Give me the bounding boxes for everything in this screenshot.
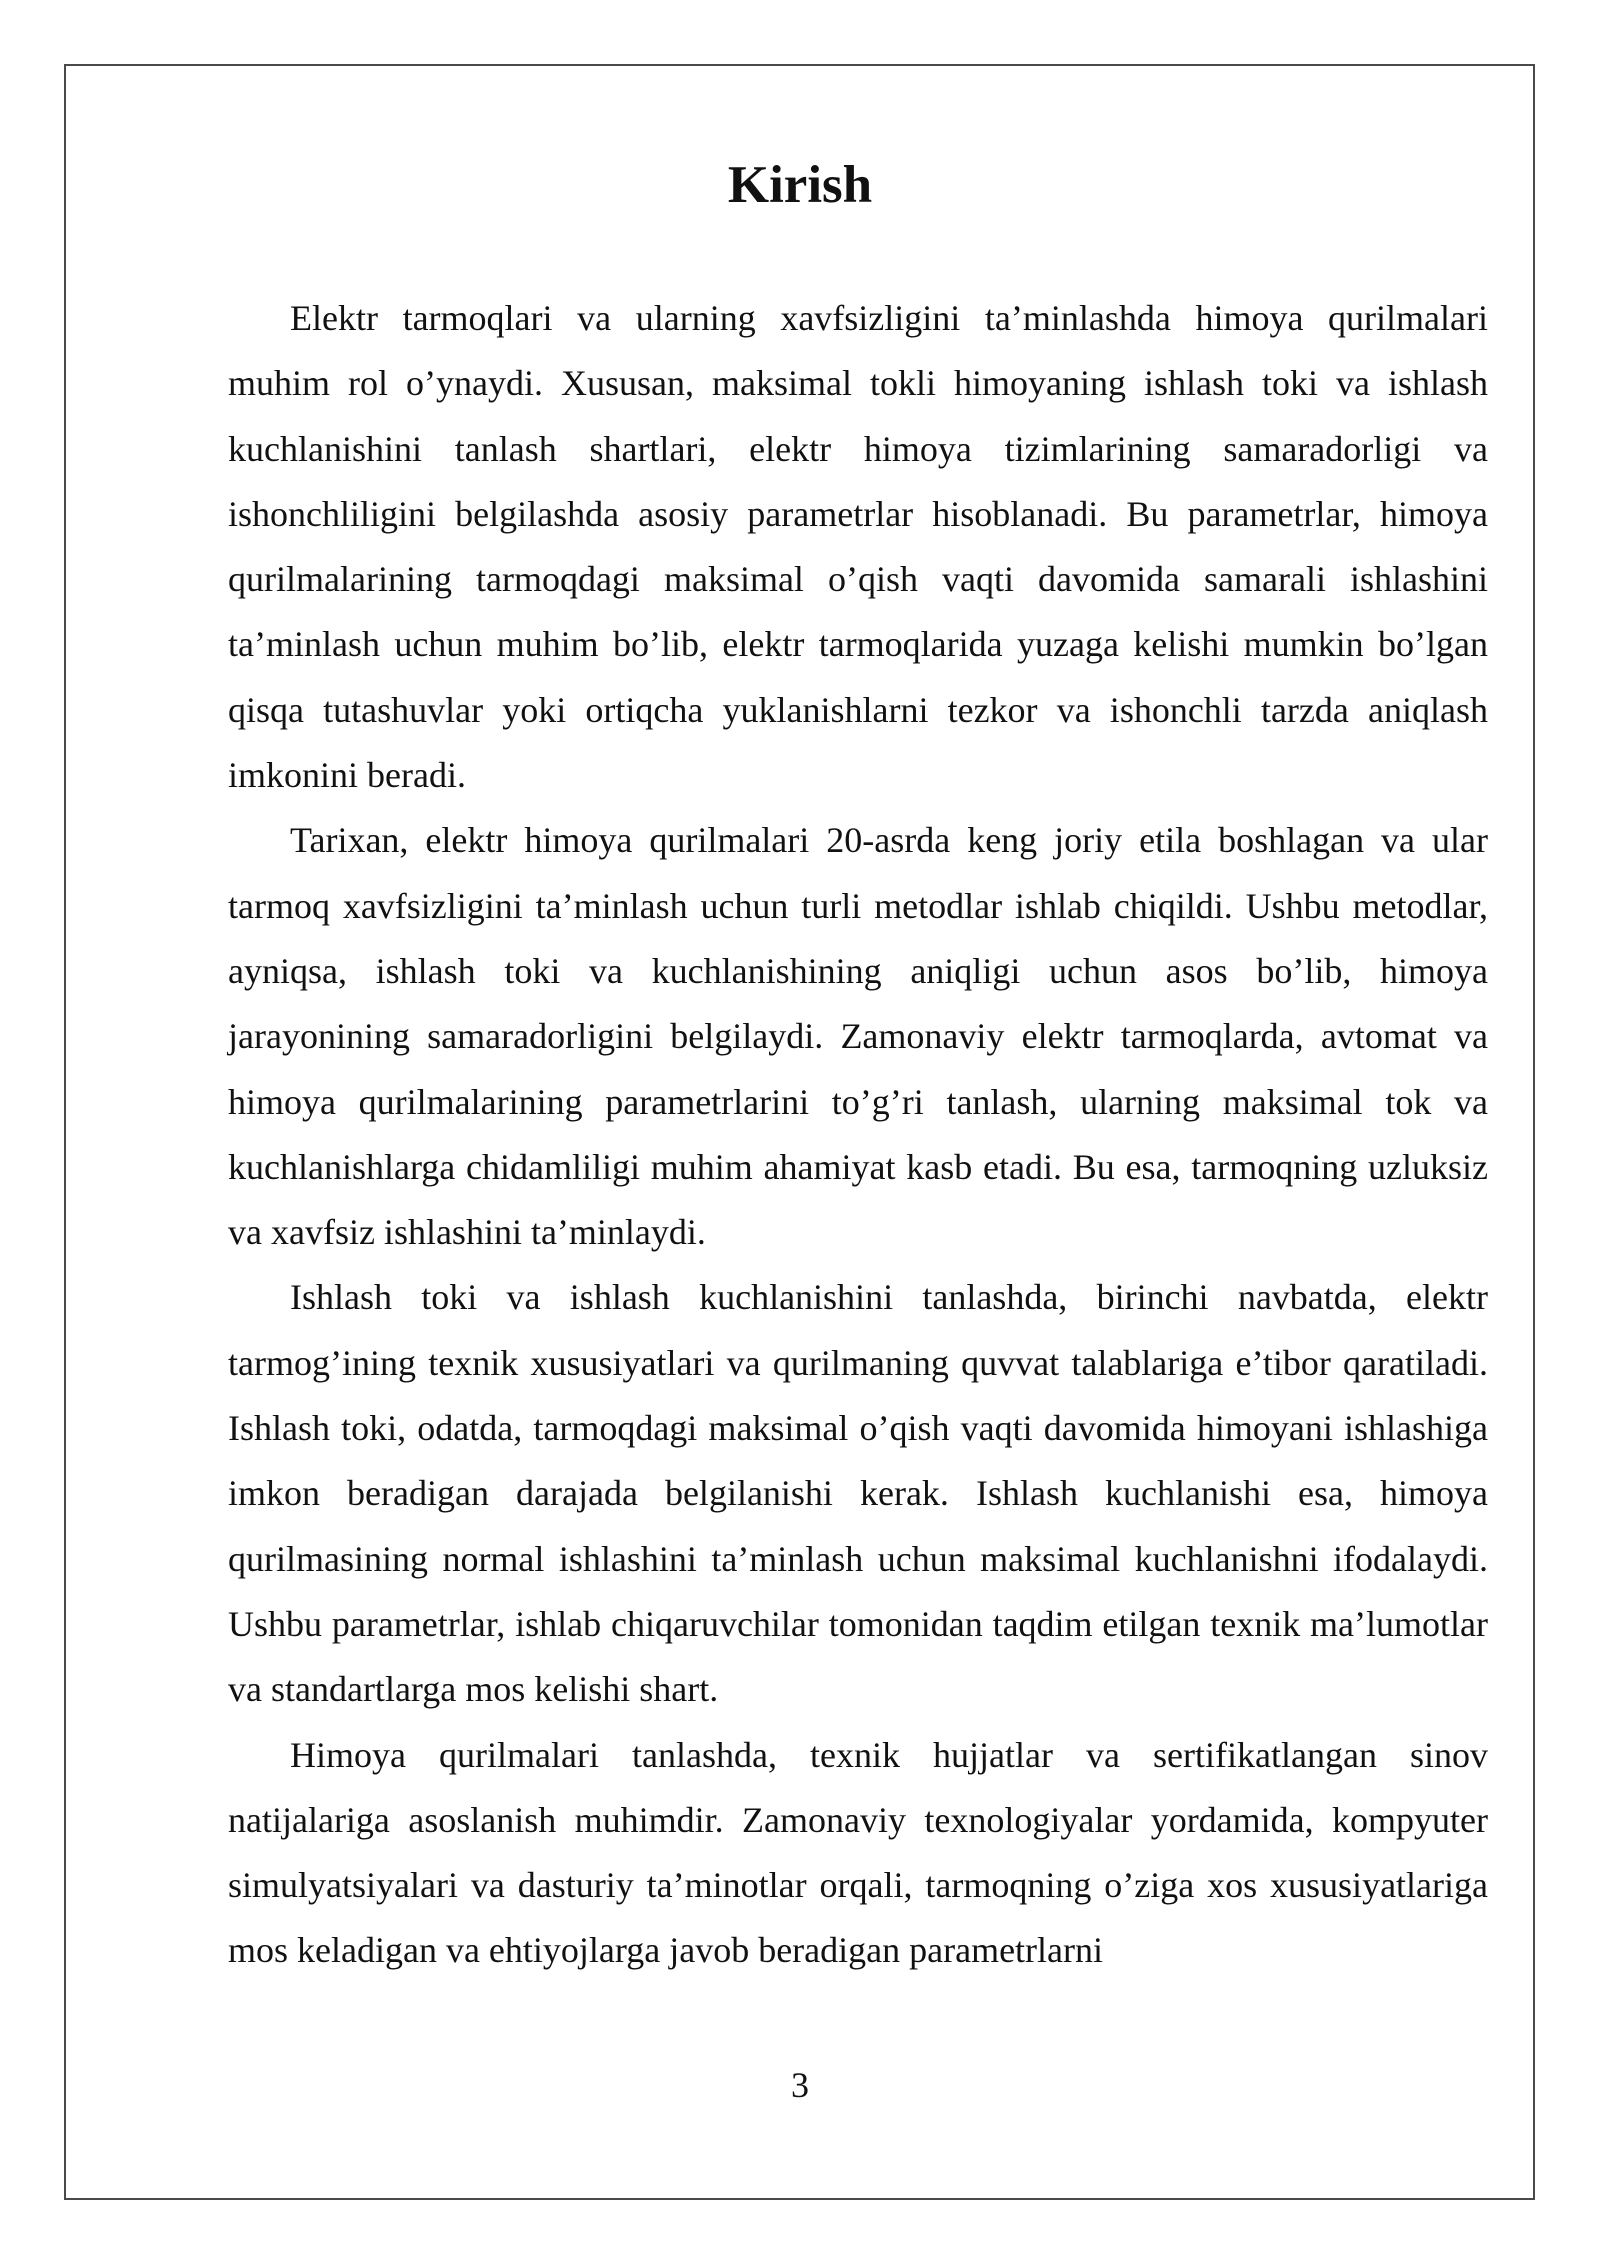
paragraph-2: Tarixan, elektr himoya qurilmalari 20-asrda keng joriy etila boshlagan va ular tarmoq xavfsizligini ta’minlash uchun turli metodlar ishlab chiqildi. Ushbu metodlar, ayniqsa, ishlash toki va kuchlanishining aniqligi uchun asos bo’lib, himoya jarayonining samaradorligini belgilaydi. Zamonaviy elektr tarmoqlarda, avtomat va himoya qurilmalarining parametrlarini to’g’ri tanlash, ularning maksimal tok va kuchlanishlarga chidamliligi muhim ahamiyat kasb etadi. Bu esa, tarmoqning uzluksiz va xavfsiz ishlashini ta’minlaydi. (228, 820, 1488, 1253)
paragraph-4: Himoya qurilmalari tanlashda, texnik hujjatlar va sertifikatlangan sinov natijalariga asoslanish muhimdir. Zamonaviy texnologiyalar yordamida, kompyuter simulyatsiyalari va dasturiy ta’minotlar orqali, tarmoqning o’ziga xos xususiyatlariga mos keladigan va ehtiyojlarga javob beradigan parametrlarni (228, 1734, 1488, 1971)
paragraph-3: Ishlash toki va ishlash kuchlanishini tanlashda, birinchi navbatda, elektr tarmog’ining texnik xususiyatlari va qurilmaning quvvat talablariga e’tibor qaratiladi. Ishlash toki, odatda, tarmoqdagi maksimal o’qish vaqti davomida himoyani ishlashiga imkon beradigan darajada belgilanishi kerak. Ishlash kuchlanishi esa, himoya qurilmasining normal ishlashini ta’minlash uchun maksimal kuchlanishni ifodalaydi. Ushbu parametrlar, ishlab chiqaruvchilar tomonidan taqdim etilgan texnik ma’lumotlar va standartlarga mos kelishi shart. (228, 1277, 1488, 1710)
body-text (228, 286, 1488, 1984)
page-title: Kirish (727, 156, 873, 214)
page-number: 3 (791, 2065, 809, 2105)
paragraph-1: Elektr tarmoqlari va ularning xavfsizligini ta’minlashda himoya qurilmalari muhim rol o’ynaydi. Xususan, maksimal tokli himoyaning ishlash toki va ishlash kuchlanishini tanlash shartlari, elektr himoya tizimlarining samaradorligi va ishonchliligini belgilashda asosiy parametrlar hisoblanadi. Bu parametrlar, himoya qurilmalarining tarmoqdagi maksimal o’qish vaqti davomida samarali ishlashini ta’minlash uchun muhim bo’lib, elektr tarmoqlarida yuzaga kelishi mumkin bo’lgan qisqa tutashuvlar yoki ortiqcha yuklanishlarni tezkor va ishonchli tarzda aniqlash imkonini beradi. (228, 298, 1488, 796)
